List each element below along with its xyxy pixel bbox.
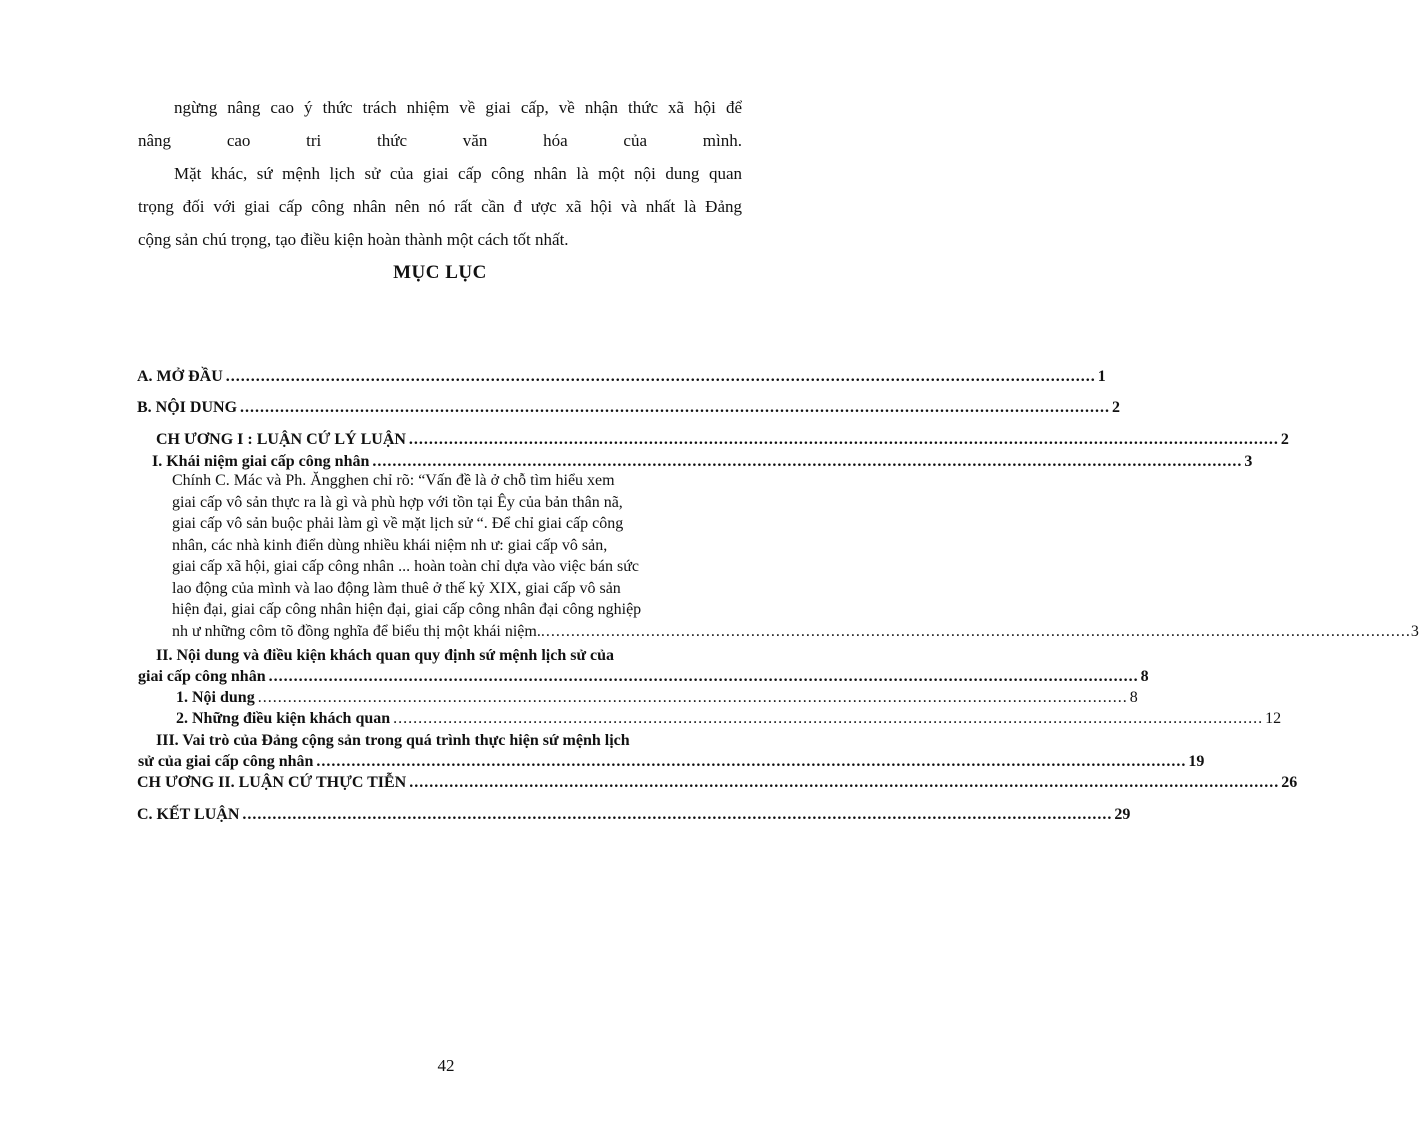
toc-leader: .............................................................................................................................................................................. bbox=[240, 399, 1111, 416]
toc-leader: .............................................................................................................................................................................. bbox=[408, 431, 1279, 448]
toc-label: giai cấp công nhân bbox=[138, 668, 266, 685]
toc-leader: .............................................................................................................................................................................. bbox=[393, 710, 1264, 727]
toc-entry-sub-1[interactable] bbox=[176, 688, 1138, 708]
toc-label: C. KẾT LUẬN bbox=[137, 806, 240, 823]
description-line-last bbox=[172, 621, 1419, 643]
toc-label: CH ƯƠNG II. LUẬN CỨ THỰC TIỄN bbox=[137, 774, 407, 791]
toc-label: nh ư những côm tõ đồng nghĩa để biểu thị một khái niệm. bbox=[172, 622, 541, 640]
toc-page: 19 bbox=[1188, 753, 1205, 770]
body-text-line-1: ngừng nâng cao ý thức trách nhiệm về giai cấp, về nhận thức xã hội để bbox=[174, 98, 742, 117]
toc-page: 26 bbox=[1281, 774, 1298, 791]
toc-entry-section-1[interactable] bbox=[152, 452, 1253, 472]
word: văn bbox=[462, 131, 488, 150]
toc-label: sử của giai cấp công nhân bbox=[138, 753, 314, 770]
toc-leader: .............................................................................................................................................................................. bbox=[268, 668, 1139, 685]
toc-page: 2 bbox=[1280, 431, 1289, 448]
toc-page: 3 bbox=[1410, 622, 1419, 640]
toc-label: A. MỞ ĐẦU bbox=[137, 368, 223, 385]
toc-entry-section-3-line-2[interactable] bbox=[138, 752, 1205, 772]
toc-entry-sub-2[interactable] bbox=[176, 709, 1282, 729]
toc-label: I. Khái niệm giai cấp công nhân bbox=[152, 453, 370, 470]
toc-label: CH ƯƠNG I : LUẬN CỨ LÝ LUẬN bbox=[156, 431, 406, 448]
toc-leader: .............................................................................................................................................................................. bbox=[225, 368, 1096, 385]
toc-label: 2. Những điều kiện khách quan bbox=[176, 710, 391, 727]
page-number: 42 bbox=[437, 1056, 455, 1075]
description-line: lao động của mình và lao động làm thuê ở thế kỷ XIX, giai cấp vô sản bbox=[172, 579, 621, 597]
word: tri bbox=[306, 131, 322, 150]
toc-leader: .............................................................................................................................................................................. bbox=[409, 774, 1280, 791]
toc-entry-chapter-2[interactable] bbox=[137, 773, 1298, 793]
word: mình. bbox=[702, 131, 742, 150]
toc-leader: .............................................................................................................................................................................. bbox=[257, 689, 1128, 706]
description-line: giai cấp xã hội, giai cấp công nhân ... hoàn toàn chỉ dựa vào việc bán sức bbox=[172, 558, 639, 575]
toc-entry-section-3-line-1[interactable]: III. Vai trò của Đảng cộng sản trong quá trình thực hiện sứ mệnh lịch bbox=[156, 732, 630, 749]
toc-entry-c[interactable] bbox=[137, 805, 1131, 825]
body-text-line-3: Mặt khác, sứ mệnh lịch sử của giai cấp công nhân là một nội dung quan bbox=[174, 164, 742, 183]
word: nâng bbox=[138, 131, 172, 150]
toc-page: 8 bbox=[1129, 689, 1138, 706]
toc-label: 1. Nội dung bbox=[176, 689, 255, 706]
toc-page: 3 bbox=[1244, 453, 1253, 470]
word: hóa bbox=[543, 131, 568, 150]
toc-section-1-description bbox=[172, 470, 1419, 642]
toc-entry-b[interactable] bbox=[137, 398, 1121, 418]
toc-label: B. NỘI DUNG bbox=[137, 399, 238, 416]
toc-entry-section-2-line-2[interactable] bbox=[138, 667, 1149, 687]
description-line: nhân, các nhà kinh điển dùng nhiều khái niệm nh ư: giai cấp vô sản, bbox=[172, 536, 608, 554]
toc-page: 1 bbox=[1097, 368, 1106, 385]
body-text-line-5: cộng sản chú trọng, tạo điều kiện hoàn thành một cách tốt nhất. bbox=[138, 230, 569, 249]
word: của bbox=[623, 131, 648, 150]
toc-entry-a[interactable] bbox=[137, 367, 1106, 387]
toc-page: 12 bbox=[1265, 710, 1282, 727]
description-line: giai cấp vô sản buộc phải làm gì về mặt lịch sử “. Để chỉ giai cấp công bbox=[172, 515, 624, 532]
toc-leader: .............................................................................................................................................................................. bbox=[242, 806, 1113, 823]
body-text-line-4: trọng đối với giai cấp công nhân nên nó rất cần đ ược xã hội và nhất là Đảng bbox=[138, 197, 742, 216]
toc-heading: MỤC LỤC bbox=[393, 262, 487, 283]
body-text-line-2 bbox=[138, 131, 742, 151]
word: thức bbox=[377, 131, 408, 150]
description-line: hiện đại, giai cấp công nhân hiện đại, giai cấp công nhân đại công nghiệp bbox=[172, 601, 642, 618]
toc-page: 29 bbox=[1114, 806, 1131, 823]
toc-page: 8 bbox=[1140, 668, 1149, 685]
toc-leader: .............................................................................................................................................................................. bbox=[372, 453, 1243, 470]
toc-page: 2 bbox=[1112, 399, 1121, 416]
toc-entry-chapter-1[interactable] bbox=[156, 430, 1289, 450]
toc-leader: .............................................................................................................................................................................. bbox=[540, 622, 1411, 640]
toc-leader: .............................................................................................................................................................................. bbox=[316, 753, 1187, 770]
description-line: giai cấp vô sản thực ra là gì và phù hợp với tồn tại Êy của bản thân nã, bbox=[172, 493, 623, 511]
word: cao bbox=[226, 131, 251, 150]
toc-entry-section-2-line-1[interactable]: II. Nội dung và điều kiện khách quan quy định sứ mệnh lịch sử của bbox=[156, 647, 615, 664]
description-line: Chính C. Mác và Ph. Ăngghen chỉ rõ: “Vấn đề là ở chỗ tìm hiểu xem bbox=[172, 472, 615, 489]
